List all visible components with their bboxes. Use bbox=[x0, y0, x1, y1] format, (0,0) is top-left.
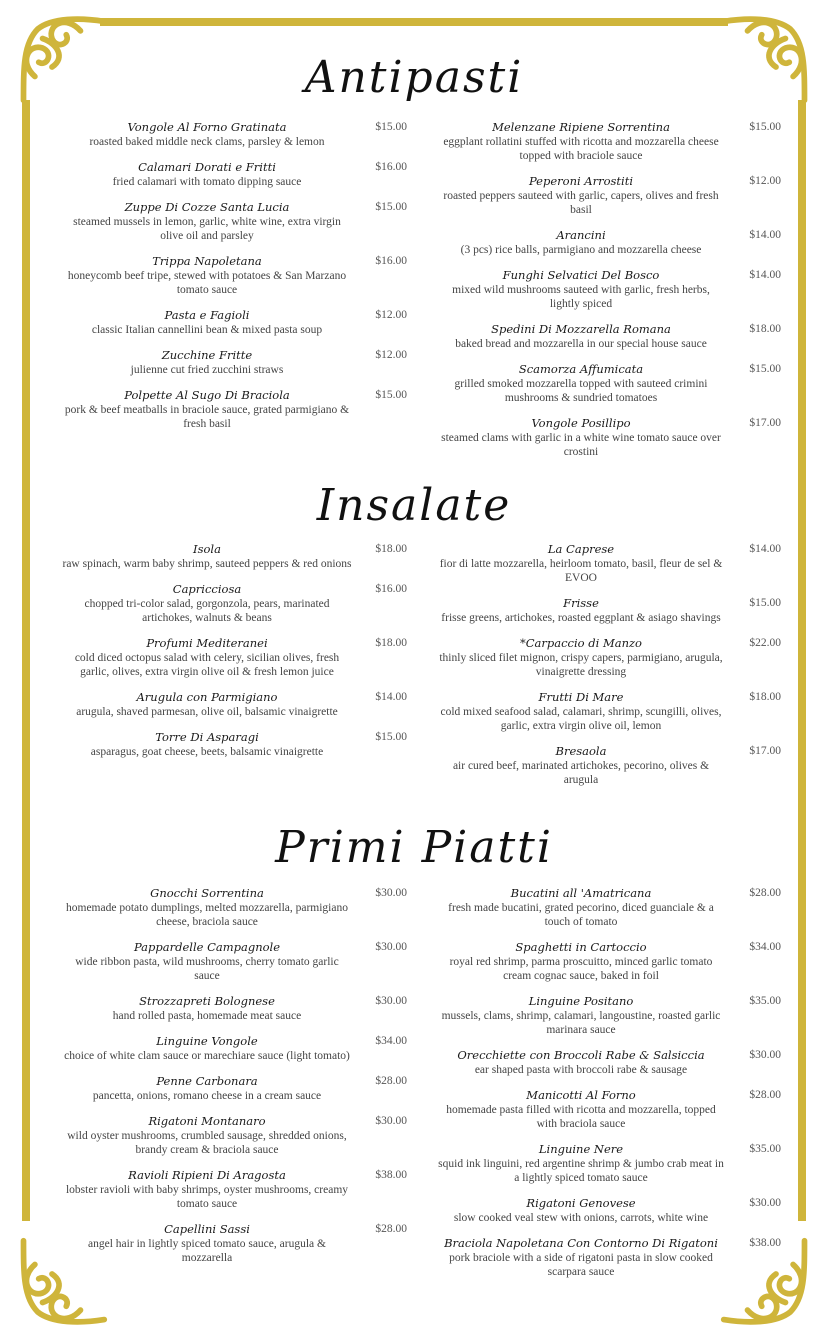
menu-item-price: $12.00 bbox=[749, 175, 781, 187]
antipasti-left-column bbox=[62, 120, 407, 442]
menu-item-price: $28.00 bbox=[749, 1089, 781, 1101]
menu-item-text bbox=[436, 1048, 726, 1077]
menu-item-description: angel hair in lightly spiced tomato sauce, arugula & mozzarella bbox=[88, 1238, 326, 1264]
menu-item-name: Linguine Nere bbox=[538, 1142, 624, 1156]
menu-item-description: homemade pasta filled with ricotta and mozzarella, topped with braciola sauce bbox=[446, 1104, 716, 1130]
menu-item bbox=[62, 1074, 407, 1103]
menu-item bbox=[62, 160, 407, 189]
menu-item-price: $28.00 bbox=[749, 887, 781, 899]
menu-item-name: La Caprese bbox=[547, 542, 615, 556]
menu-item bbox=[436, 940, 781, 983]
menu-item-description: wide ribbon pasta, wild mushrooms, cherry tomato garlic sauce bbox=[75, 956, 339, 982]
menu-item-description: homemade potato dumplings, melted mozzarella, parmigiano cheese, braciola sauce bbox=[66, 902, 348, 928]
menu-item-name: Arancini bbox=[556, 228, 606, 242]
menu-item-price: $38.00 bbox=[749, 1237, 781, 1249]
menu-item-description: asparagus, goat cheese, beets, balsamic vinaigrette bbox=[90, 746, 324, 758]
menu-item bbox=[436, 362, 781, 405]
menu-item-description: wild oyster mushrooms, crumbled sausage, shredded onions, brandy cream & braciola sauce bbox=[67, 1130, 347, 1156]
menu-item-price: $12.00 bbox=[375, 349, 407, 361]
menu-item bbox=[436, 596, 781, 625]
menu-item-text bbox=[62, 388, 352, 431]
menu-item-name: Scamorza Affumicata bbox=[518, 362, 644, 376]
menu-item-text bbox=[436, 174, 726, 217]
menu-item-text bbox=[436, 636, 726, 679]
menu-item-description: roasted baked middle neck clams, parsley & lemon bbox=[89, 136, 325, 148]
menu-item-price: $30.00 bbox=[749, 1197, 781, 1209]
menu-item-description: steamed mussels in lemon, garlic, white wine, extra virgin olive oil and parsley bbox=[73, 216, 341, 242]
menu-item-name: Profumi Mediteranei bbox=[146, 636, 268, 650]
menu-item-text bbox=[62, 940, 352, 983]
menu-item-description: mixed wild mushrooms sauteed with garlic, fresh herbs, lightly spiced bbox=[452, 284, 710, 310]
menu-item bbox=[436, 636, 781, 679]
menu-item bbox=[62, 1168, 407, 1211]
menu-item-description: eggplant rollatini stuffed with ricotta and mozzarella cheese topped with braciole sauce bbox=[443, 136, 719, 162]
menu-item-price: $35.00 bbox=[749, 995, 781, 1007]
menu-item-text bbox=[62, 886, 352, 929]
menu-item-text bbox=[62, 1222, 352, 1265]
menu-item-price: $17.00 bbox=[749, 745, 781, 757]
menu-item bbox=[62, 636, 407, 679]
menu-item-price: $12.00 bbox=[375, 309, 407, 321]
menu-item bbox=[436, 1142, 781, 1185]
menu-item-description: baked bread and mozzarella in our special house sauce bbox=[455, 338, 707, 350]
menu-item-description: frisse greens, artichokes, roasted eggplant & asiago shavings bbox=[441, 612, 721, 624]
menu-item-price: $18.00 bbox=[375, 543, 407, 555]
menu-item-text bbox=[62, 160, 352, 189]
menu-item bbox=[62, 582, 407, 625]
menu-item bbox=[62, 388, 407, 431]
menu-item-description: choice of white clam sauce or marechiare sauce (light tomato) bbox=[64, 1050, 350, 1062]
menu-item bbox=[62, 348, 407, 377]
menu-item-text bbox=[436, 994, 726, 1037]
menu-item-name: Rigatoni Montanaro bbox=[148, 1114, 266, 1128]
menu-item-name: Torre Di Asparagi bbox=[155, 730, 259, 744]
menu-item-price: $30.00 bbox=[375, 1115, 407, 1127]
menu-item-text bbox=[62, 542, 352, 571]
menu-item-text bbox=[436, 228, 726, 257]
menu-item-price: $38.00 bbox=[375, 1169, 407, 1181]
menu-item-price: $34.00 bbox=[375, 1035, 407, 1047]
menu-item bbox=[62, 730, 407, 759]
menu-item bbox=[62, 542, 407, 571]
menu-item-text bbox=[436, 268, 726, 311]
menu-item-text bbox=[62, 730, 352, 759]
menu-item-description: fresh made bucatini, grated pecorino, diced guanciale & a touch of tomato bbox=[448, 902, 714, 928]
menu-item-name: Arugula con Parmigiano bbox=[136, 690, 278, 704]
menu-item-description: fried calamari with tomato dipping sauce bbox=[112, 176, 302, 188]
menu-item-description: thinly sliced filet mignon, crispy capers, parmigiano, arugula, vinaigrette dressing bbox=[439, 652, 723, 678]
menu-item bbox=[62, 1114, 407, 1157]
menu-item-description: cold diced octopus salad with celery, sicilian olives, fresh garlic, olives, extra virgin olive oil & fresh lemon juice bbox=[74, 652, 340, 678]
menu-item-name: Frutti Di Mare bbox=[538, 690, 624, 704]
menu-item-description: chopped tri-color salad, gorgonzola, pears, marinated artichokes, walnuts & beans bbox=[84, 598, 330, 624]
menu-item-text bbox=[436, 596, 726, 625]
menu-item-text bbox=[436, 940, 726, 983]
menu-item bbox=[436, 228, 781, 257]
menu-item-description: air cured beef, marinated artichokes, pecorino, olives & arugula bbox=[452, 760, 710, 786]
menu-item-price: $18.00 bbox=[375, 637, 407, 649]
menu-item-description: steamed clams with garlic in a white wine tomato sauce over crostini bbox=[441, 432, 721, 458]
menu-item-name: Polpette Al Sugo Di Braciola bbox=[124, 388, 290, 402]
menu-item-text bbox=[436, 542, 726, 585]
menu-item-text bbox=[62, 690, 352, 719]
menu-item-price: $14.00 bbox=[375, 691, 407, 703]
insalate-right-column bbox=[436, 542, 781, 798]
menu-item-text bbox=[436, 322, 726, 351]
menu-item-text bbox=[62, 308, 352, 337]
menu-item-name: Linguine Vongole bbox=[156, 1034, 258, 1048]
menu-item-name: Capellini Sassi bbox=[164, 1222, 250, 1236]
antipasti-right-column bbox=[436, 120, 781, 470]
menu-item bbox=[62, 1222, 407, 1265]
menu-item bbox=[436, 1088, 781, 1131]
menu-item-text bbox=[436, 1236, 726, 1279]
menu-item-name: Penne Carbonara bbox=[156, 1074, 258, 1088]
menu-item bbox=[436, 1196, 781, 1225]
menu-item-description: pork braciole with a side of rigatoni pasta in slow cooked scarpara sauce bbox=[449, 1252, 713, 1278]
menu-item-text bbox=[62, 348, 352, 377]
gold-frame-top bbox=[100, 18, 728, 26]
menu-item-price: $30.00 bbox=[375, 887, 407, 899]
menu-item-name: Bresaola bbox=[555, 744, 607, 758]
menu-item-text bbox=[62, 1074, 352, 1103]
menu-item-description: royal red shrimp, parma proscuitto, minced garlic tomato cream cognac sauce, baked in foil bbox=[449, 956, 713, 982]
menu-item-name: Peperoni Arrostiti bbox=[528, 174, 634, 188]
menu-item-text bbox=[62, 636, 352, 679]
menu-item bbox=[62, 690, 407, 719]
menu-item-price: $30.00 bbox=[375, 995, 407, 1007]
menu-item-name: Zucchine Fritte bbox=[161, 348, 253, 362]
menu-item-description: arugula, shaved parmesan, olive oil, balsamic vinaigrette bbox=[76, 706, 338, 718]
menu-item-name: Orecchiette con Broccoli Rabe & Salsiccia bbox=[457, 1048, 705, 1062]
menu-item-name: *Carpaccio di Manzo bbox=[520, 636, 642, 650]
menu-item-text bbox=[436, 416, 726, 459]
menu-item-name: Rigatoni Genovese bbox=[526, 1196, 636, 1210]
menu-item-name: Spaghetti in Cartoccio bbox=[515, 940, 647, 954]
menu-item bbox=[436, 120, 781, 163]
menu-item-name: Calamari Dorati e Fritti bbox=[138, 160, 276, 174]
section-title-antipasti: Antipasti bbox=[304, 52, 524, 103]
menu-item-text bbox=[62, 994, 352, 1023]
menu-item bbox=[62, 886, 407, 929]
menu-item-description: classic Italian cannellini bean & mixed pasta soup bbox=[91, 324, 323, 336]
menu-item-name: Spedini Di Mozzarella Romana bbox=[491, 322, 671, 336]
menu-item-name: Bucatini all 'Amatricana bbox=[510, 886, 652, 900]
menu-item bbox=[436, 744, 781, 787]
menu-item bbox=[436, 886, 781, 929]
primi-right-column bbox=[436, 886, 781, 1290]
menu-item-name: Gnocchi Sorrentina bbox=[150, 886, 264, 900]
menu-item bbox=[436, 1236, 781, 1279]
menu-item-description: fior di latte mozzarella, heirloom tomato, basil, fleur de sel & EVOO bbox=[439, 558, 723, 584]
menu-item-price: $16.00 bbox=[375, 161, 407, 173]
menu-item-text bbox=[62, 120, 352, 149]
menu-item-name: Funghi Selvatici Del Bosco bbox=[502, 268, 660, 282]
menu-item-name: Manicotti Al Forno bbox=[526, 1088, 636, 1102]
menu-item bbox=[436, 542, 781, 585]
menu-item-price: $22.00 bbox=[749, 637, 781, 649]
menu-item-text bbox=[62, 200, 352, 243]
menu-item bbox=[62, 994, 407, 1023]
menu-item-description: grilled smoked mozzarella topped with sauteed crimini mushrooms & sundried tomatoes bbox=[454, 378, 708, 404]
menu-item-text bbox=[62, 1034, 352, 1063]
menu-item-text bbox=[436, 886, 726, 929]
menu-item-description: pork & beef meatballs in braciole sauce, grated parmigiano & fresh basil bbox=[64, 404, 350, 430]
menu-item-description: cold mixed seafood salad, calamari, shrimp, scungilli, olives, garlic, extra virgin olive oil, lemon bbox=[440, 706, 722, 732]
menu-item-description: lobster ravioli with baby shrimps, oyster mushrooms, creamy tomato sauce bbox=[65, 1184, 349, 1210]
menu-item bbox=[436, 690, 781, 733]
menu-item-text bbox=[436, 362, 726, 405]
menu-item-price: $15.00 bbox=[749, 363, 781, 375]
menu-item-name: Linguine Positano bbox=[528, 994, 634, 1008]
menu-item-name: Capricciosa bbox=[172, 582, 242, 596]
menu-item-text bbox=[436, 120, 726, 163]
insalate-left-column bbox=[62, 542, 407, 770]
menu-item-description: (3 pcs) rice balls, parmigiano and mozzarella cheese bbox=[460, 244, 702, 256]
menu-item-text bbox=[436, 744, 726, 787]
menu-item-description: raw spinach, warm baby shrimp, sauteed peppers & red onions bbox=[62, 558, 352, 570]
menu-item-text bbox=[62, 582, 352, 625]
menu-item-name: Strozzapreti Bolognese bbox=[139, 994, 275, 1008]
menu-item-price: $15.00 bbox=[375, 201, 407, 213]
menu-item-price: $15.00 bbox=[375, 731, 407, 743]
menu-item-name: Pappardelle Campagnole bbox=[133, 940, 281, 954]
menu-item bbox=[62, 200, 407, 243]
menu-item-price: $15.00 bbox=[749, 121, 781, 133]
menu-item-description: pancetta, onions, romano cheese in a cream sauce bbox=[92, 1090, 322, 1102]
menu-item-name: Vongole Posillipo bbox=[531, 416, 631, 430]
menu-item-price: $14.00 bbox=[749, 229, 781, 241]
menu-item-text bbox=[62, 1114, 352, 1157]
menu-item-text bbox=[436, 1196, 726, 1225]
menu-item-price: $16.00 bbox=[375, 255, 407, 267]
menu-item-text bbox=[62, 1168, 352, 1211]
menu-item-price: $28.00 bbox=[375, 1223, 407, 1235]
menu-item-price: $14.00 bbox=[749, 543, 781, 555]
menu-item-price: $30.00 bbox=[749, 1049, 781, 1061]
menu-item bbox=[436, 174, 781, 217]
section-title-primi-piatti: Primi Piatti bbox=[275, 822, 553, 873]
primi-left-column bbox=[62, 886, 407, 1276]
menu-item-price: $14.00 bbox=[749, 269, 781, 281]
menu-item-price: $15.00 bbox=[375, 389, 407, 401]
menu-item-description: slow cooked veal stew with onions, carrots, white wine bbox=[453, 1212, 709, 1224]
menu-item-name: Melenzane Ripiene Sorrentina bbox=[492, 120, 670, 134]
menu-item-price: $15.00 bbox=[375, 121, 407, 133]
gold-frame-right bbox=[798, 100, 806, 1221]
menu-item bbox=[62, 308, 407, 337]
menu-item-description: honeycomb beef tripe, stewed with potatoes & San Marzano tomato sauce bbox=[67, 270, 347, 296]
menu-item bbox=[436, 322, 781, 351]
menu-item bbox=[62, 940, 407, 983]
gold-frame-left bbox=[22, 100, 30, 1221]
menu-item-name: Braciola Napoletana Con Contorno Di Rigatoni bbox=[444, 1236, 718, 1250]
menu-item bbox=[62, 254, 407, 297]
menu-item-description: mussels, clams, shrimp, calamari, langoustine, roasted garlic marinara sauce bbox=[441, 1010, 721, 1036]
menu-item-text bbox=[436, 690, 726, 733]
menu-item-name: Pasta e Fagioli bbox=[164, 308, 250, 322]
menu-item-name: Trippa Napoletana bbox=[152, 254, 262, 268]
menu-item-price: $35.00 bbox=[749, 1143, 781, 1155]
menu-item-name: Ravioli Ripieni Di Aragosta bbox=[128, 1168, 286, 1182]
menu-item bbox=[62, 1034, 407, 1063]
menu-item-price: $34.00 bbox=[749, 941, 781, 953]
menu-item-text bbox=[436, 1142, 726, 1185]
menu-item-text bbox=[436, 1088, 726, 1131]
menu-item-description: roasted peppers sauteed with garlic, capers, olives and fresh basil bbox=[443, 190, 719, 216]
section-title-insalate: Insalate bbox=[316, 480, 512, 531]
menu-item-description: julienne cut fried zucchini straws bbox=[130, 364, 284, 376]
menu-item-description: squid ink linguini, red argentine shrimp & jumbo crab meat in a lightly spiced tomato sauce bbox=[438, 1158, 724, 1184]
menu-item-price: $18.00 bbox=[749, 323, 781, 335]
menu-item-description: hand rolled pasta, homemade meat sauce bbox=[112, 1010, 302, 1022]
menu-item-price: $16.00 bbox=[375, 583, 407, 595]
menu-item-price: $30.00 bbox=[375, 941, 407, 953]
menu-item-description: ear shaped pasta with broccoli rabe & sausage bbox=[474, 1064, 688, 1076]
menu-item bbox=[436, 268, 781, 311]
menu-item bbox=[436, 994, 781, 1037]
menu-item-text bbox=[62, 254, 352, 297]
menu-item-name: Zuppe Di Cozze Santa Lucia bbox=[124, 200, 290, 214]
menu-item-price: $15.00 bbox=[749, 597, 781, 609]
menu-item-name: Isola bbox=[193, 542, 221, 556]
menu-item-name: Vongole Al Forno Gratinata bbox=[127, 120, 287, 134]
menu-item-name: Frisse bbox=[563, 596, 599, 610]
menu-item-price: $17.00 bbox=[749, 417, 781, 429]
menu-item-price: $18.00 bbox=[749, 691, 781, 703]
menu-item-price: $28.00 bbox=[375, 1075, 407, 1087]
menu-item bbox=[62, 120, 407, 149]
menu-item bbox=[436, 1048, 781, 1077]
menu-item bbox=[436, 416, 781, 459]
